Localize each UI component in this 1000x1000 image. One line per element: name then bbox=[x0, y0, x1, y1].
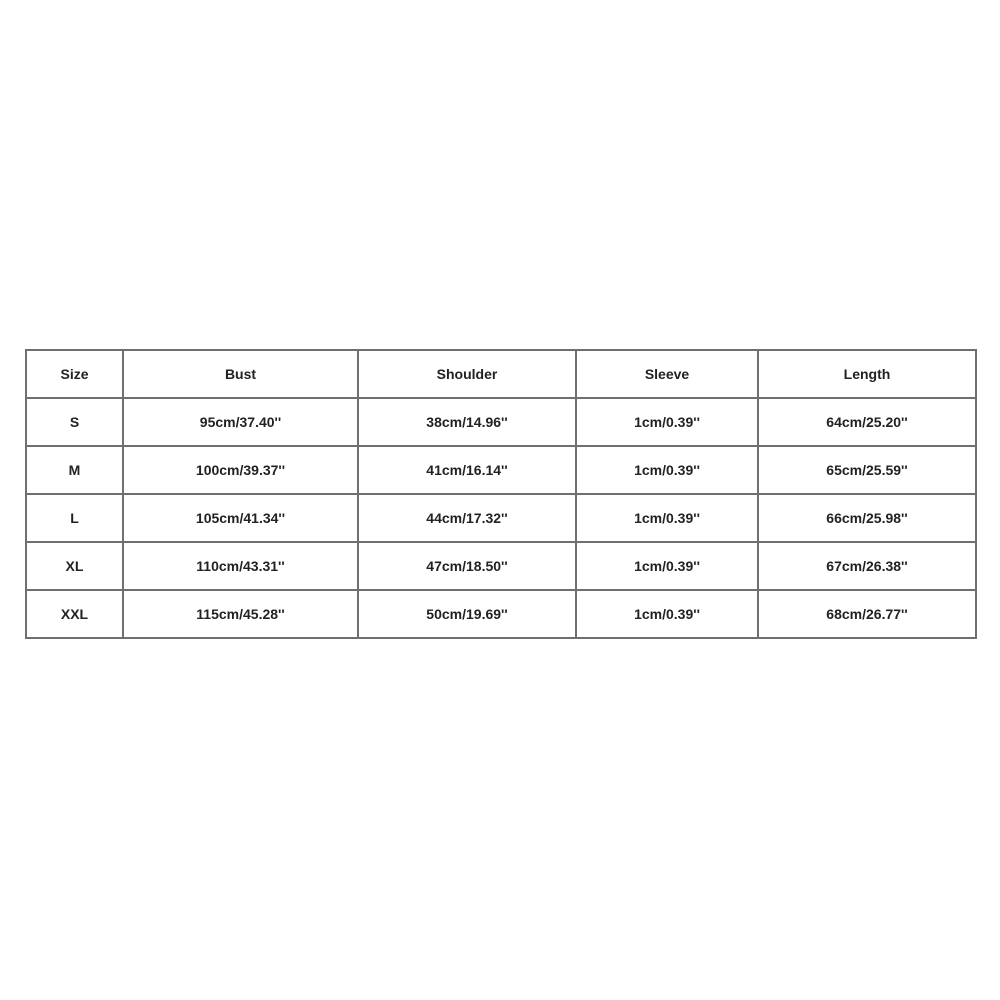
cell-size: S bbox=[26, 398, 123, 446]
cell-bust: 95cm/37.40'' bbox=[123, 398, 358, 446]
table-row bbox=[26, 494, 976, 542]
table-row bbox=[26, 590, 976, 638]
cell-bust: 105cm/41.34'' bbox=[123, 494, 358, 542]
header-size: Size bbox=[26, 350, 123, 398]
header-bust: Bust bbox=[123, 350, 358, 398]
cell-size: M bbox=[26, 446, 123, 494]
header-length: Length bbox=[758, 350, 976, 398]
cell-sleeve: 1cm/0.39'' bbox=[576, 590, 758, 638]
cell-length: 67cm/26.38'' bbox=[758, 542, 976, 590]
cell-bust: 110cm/43.31'' bbox=[123, 542, 358, 590]
cell-shoulder: 50cm/19.69'' bbox=[358, 590, 576, 638]
table-row bbox=[26, 542, 976, 590]
table-body bbox=[26, 398, 976, 638]
cell-sleeve: 1cm/0.39'' bbox=[576, 446, 758, 494]
cell-bust: 115cm/45.28'' bbox=[123, 590, 358, 638]
cell-sleeve: 1cm/0.39'' bbox=[576, 542, 758, 590]
cell-length: 68cm/26.77'' bbox=[758, 590, 976, 638]
cell-size: XXL bbox=[26, 590, 123, 638]
size-chart-table bbox=[25, 349, 977, 639]
cell-length: 65cm/25.59'' bbox=[758, 446, 976, 494]
header-sleeve: Sleeve bbox=[576, 350, 758, 398]
cell-size: L bbox=[26, 494, 123, 542]
header-shoulder: Shoulder bbox=[358, 350, 576, 398]
cell-sleeve: 1cm/0.39'' bbox=[576, 494, 758, 542]
table-row bbox=[26, 446, 976, 494]
cell-length: 66cm/25.98'' bbox=[758, 494, 976, 542]
table-row bbox=[26, 398, 976, 446]
table-header bbox=[26, 350, 976, 398]
cell-length: 64cm/25.20'' bbox=[758, 398, 976, 446]
cell-size: XL bbox=[26, 542, 123, 590]
cell-shoulder: 44cm/17.32'' bbox=[358, 494, 576, 542]
cell-bust: 100cm/39.37'' bbox=[123, 446, 358, 494]
cell-sleeve: 1cm/0.39'' bbox=[576, 398, 758, 446]
cell-shoulder: 47cm/18.50'' bbox=[358, 542, 576, 590]
cell-shoulder: 38cm/14.96'' bbox=[358, 398, 576, 446]
cell-shoulder: 41cm/16.14'' bbox=[358, 446, 576, 494]
header-row bbox=[26, 350, 976, 398]
